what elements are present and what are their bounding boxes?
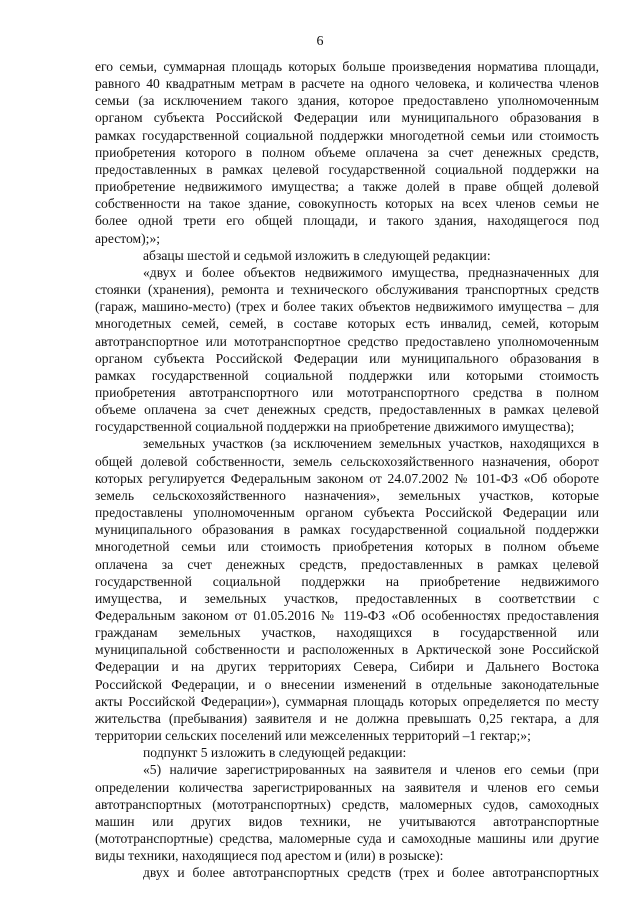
text-line: арестом);»; — [95, 230, 161, 246]
text-line: рамках государственной социальной поддержки многодетной семьи или стоимость — [95, 127, 599, 143]
text-line: приобретение недвижимого имущества; а также долей в праве общей долевой — [95, 179, 599, 195]
text-line: приобретения автотранспортного или мототранспортного средства в полном — [95, 384, 599, 400]
text-line: собственности на такое здание, совокупность которых на всех членов семьи не — [95, 196, 599, 212]
text-line: оплачена за счет денежных средств, предоставленных в рамках целевой — [95, 556, 599, 572]
document-body — [95, 58, 599, 882]
text-line: многодетной семьи или стоимость приобретения которых в полном объеме — [95, 539, 599, 555]
text-line: приобретения которого в полном объеме оплачена за счет денежных средств, — [95, 144, 599, 160]
text-line: акты Российской Федерации»), суммарная площадь которых определяется по месту — [95, 693, 599, 709]
text-line: органом субъекта Российской Федерации или муниципального образования в — [95, 110, 599, 126]
text-line: (мототранспортные) средства, маломерные суда и самоходные машины или другие — [95, 831, 599, 847]
text-line: территории сельских поселений или межселенных территорий –1 гектар;»; — [95, 728, 531, 744]
text-line: семьи (за исключением такого здания, которое предоставлено уполномоченным — [95, 93, 599, 109]
text-line: муниципальной собственности и расположенных в Арктической зоне Российской — [95, 642, 599, 658]
text-line: «5) наличие зарегистрированных на заявителя и членов его семьи (при — [143, 762, 599, 778]
text-line: (гараж, машино-место) (трех и более таких объектов недвижимого имущества – для — [95, 299, 599, 315]
text-line: автотранспортных (мототранспортных) средств, маломерных судов, самоходных — [95, 796, 599, 812]
text-line: автотранспортное или мототранспортное средство предоставлено уполномоченным — [95, 333, 599, 349]
text-line: государственной социальной поддержки на приобретение недвижимого — [95, 573, 599, 589]
text-line: земель сельскохозяйственного назначения», земельных участков, которые — [95, 487, 599, 503]
text-line: «двух и более объектов недвижимого имущества, предназначенных для — [143, 264, 599, 280]
text-line: более одной трети его общей площади, и такого здания, находящегося под — [95, 213, 599, 229]
text-line: которых регулируется Федеральным законом от 24.07.2002 № 101-ФЗ «Об обороте — [95, 470, 599, 486]
text-line: виды техники, находящиеся под арестом и (или) в розыске): — [95, 848, 444, 864]
text-line: жительства (пребывания) заявителя и не должна превышать 0,25 гектара, а для — [95, 710, 599, 726]
text-line: объеме оплачена за счет денежных средств, предоставленных в рамках целевой — [95, 402, 599, 418]
text-line: предоставленных в рамках целевой государственной социальной поддержки на — [95, 161, 599, 177]
text-line: имущества, и земельных участков, предоставленных в соответствии с — [95, 590, 599, 606]
text-line: его семьи, суммарная площадь которых больше произведения норматива площади, — [95, 59, 599, 74]
text-line: гражданам земельных участков, находящихся в государственной или — [95, 625, 599, 641]
text-line: земельных участков (за исключением земельных участков, находящихся в — [143, 436, 599, 452]
text-line: Федеральным законом от 01.05.2016 № 119-ФЗ «Об особенностях предоставления — [95, 608, 599, 623]
text-line: равного 40 квадратным метрам в расчете на одного человека, и количества членов — [95, 76, 599, 92]
text-line: стоянки (хранения), ремонта и технического обслуживания транспортных средств — [95, 282, 599, 298]
page-number: 6 — [316, 34, 324, 49]
text-line: определении количества зарегистрированных на заявителя и членов его семьи — [95, 779, 599, 795]
text-line: муниципального образования в рамках государственной социальной поддержки — [95, 522, 599, 538]
text-line: двух и более автотранспортных средств (трех и более автотранспортных — [143, 865, 599, 881]
text-line: предоставлены уполномоченным органом субъекта Российской Федерации или — [95, 505, 599, 521]
text-line: государственной социальной поддержки на приобретение движимого имущества); — [95, 419, 575, 435]
text-line: абзацы шестой и седьмой изложить в следующей редакции: — [143, 247, 491, 263]
text-line: Российской Федерации, и о внесении изменений в отдельные законодательные — [95, 676, 599, 692]
text-line: рамках государственной социальной поддержки или которыми стоимость — [95, 367, 599, 383]
text-line: машин или других видов техники, не учитываются автотранспортные — [95, 813, 599, 829]
text-line: Федерации и на других территориях Севера, Сибири и Дальнего Востока — [95, 659, 599, 675]
text-line: органом субъекта Российской Федерации или муниципального образования в — [95, 350, 599, 366]
text-line: общей долевой собственности, земель сельскохозяйственного назначения, оборот — [95, 453, 599, 469]
text-line: многодетных семей, семей, в составе которых есть инвалид, семей, которым — [95, 316, 599, 332]
text-line: подпункт 5 изложить в следующей редакции: — [143, 745, 407, 761]
